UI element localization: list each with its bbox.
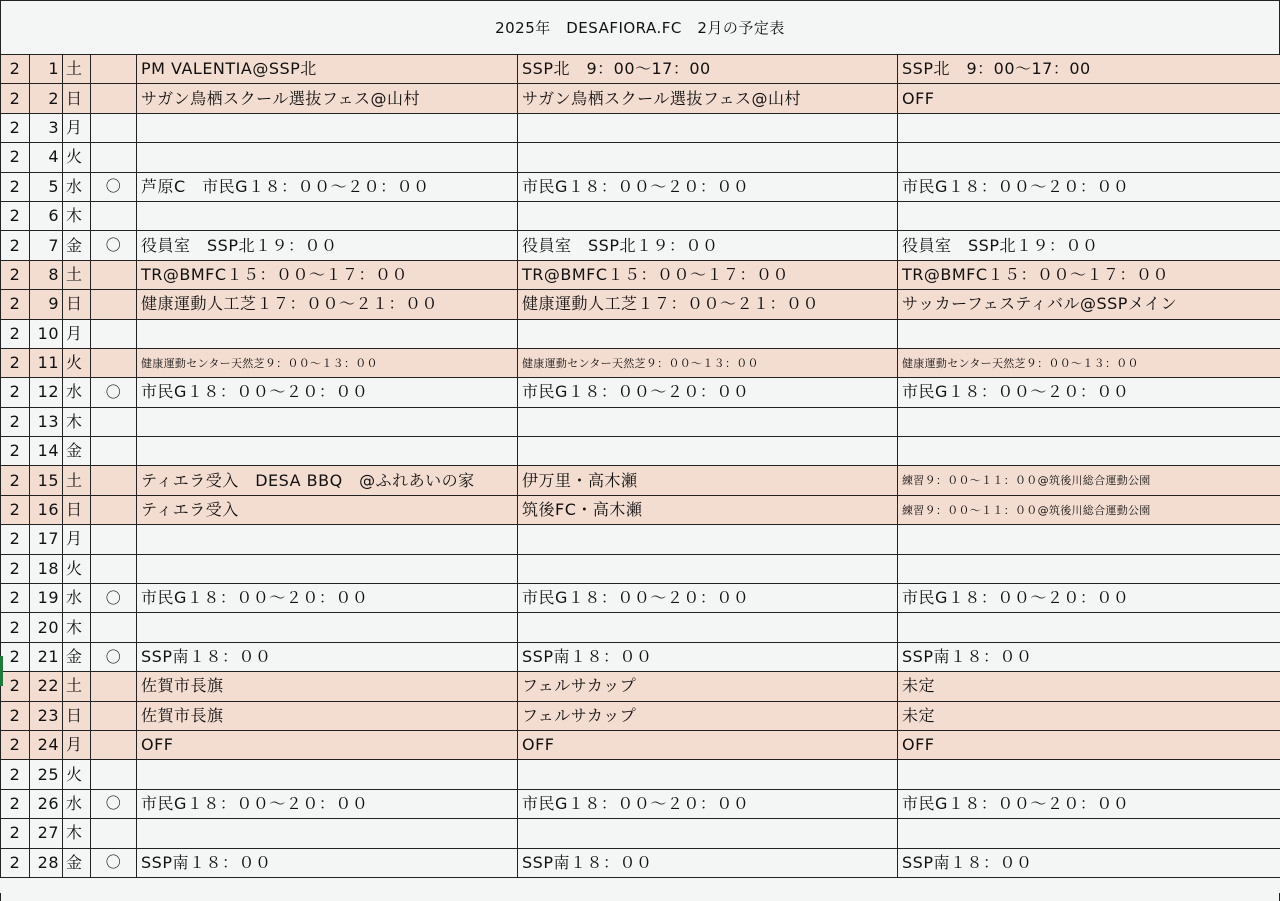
schedule-cell-b[interactable]: 市民G１８：００～２０：００: [518, 584, 898, 613]
schedule-cell-b[interactable]: OFF: [518, 730, 898, 759]
day-cell[interactable]: 22: [30, 672, 63, 701]
schedule-cell-a[interactable]: [137, 319, 518, 348]
table-row: [1, 319, 1280, 348]
weekday-cell[interactable]: 火: [63, 143, 91, 172]
schedule-cell-a[interactable]: PM VALENTIA@SSP北: [137, 55, 518, 84]
month-cell[interactable]: 2: [1, 642, 30, 671]
day-cell[interactable]: 12: [30, 378, 63, 407]
schedule-cell-b[interactable]: フェルサカップ: [518, 672, 898, 701]
schedule-cell-a[interactable]: [137, 143, 518, 172]
schedule-cell-a[interactable]: 市民G１８：００～２０：００: [137, 378, 518, 407]
mark-cell[interactable]: [91, 319, 137, 348]
schedule-cell-b[interactable]: [518, 113, 898, 142]
day-cell[interactable]: 15: [30, 466, 63, 495]
weekday-cell[interactable]: 金: [63, 231, 91, 260]
schedule-cell-b[interactable]: TR@BMFC１５：００～１７：００: [518, 260, 898, 289]
day-cell[interactable]: 1: [30, 55, 63, 84]
table-row: [1, 730, 1280, 759]
day-cell[interactable]: 17: [30, 525, 63, 554]
schedule-cell-b[interactable]: [518, 201, 898, 230]
weekday-cell[interactable]: 木: [63, 407, 91, 436]
schedule-cell-c[interactable]: [898, 319, 1280, 348]
weekday-cell[interactable]: 土: [63, 55, 91, 84]
schedule-cell-b[interactable]: SSP南１８：００: [518, 848, 898, 877]
table-row: [1, 554, 1280, 583]
month-cell[interactable]: 2: [1, 495, 30, 524]
mark-cell[interactable]: [91, 672, 137, 701]
schedule-cell-c[interactable]: [898, 554, 1280, 583]
table-row: [1, 260, 1280, 289]
month-cell[interactable]: 2: [1, 201, 30, 230]
day-cell[interactable]: 7: [30, 231, 63, 260]
table-row: [1, 231, 1280, 260]
schedule-cell-a[interactable]: 役員室 SSP北１９：００: [137, 231, 518, 260]
schedule-cell-b[interactable]: 筑後FC・高木瀬: [518, 495, 898, 524]
table-row: [1, 789, 1280, 818]
mark-cell[interactable]: [91, 613, 137, 642]
mark-cell[interactable]: [91, 466, 137, 495]
day-cell[interactable]: 26: [30, 789, 63, 818]
table-row: [1, 407, 1280, 436]
weekday-cell[interactable]: 水: [63, 584, 91, 613]
month-cell[interactable]: 2: [1, 55, 30, 84]
mark-cell[interactable]: 〇: [91, 172, 137, 201]
schedule-cell-c[interactable]: 市民G１８：００～２０：００: [898, 584, 1280, 613]
month-cell[interactable]: 2: [1, 290, 30, 319]
mark-cell[interactable]: 〇: [91, 378, 137, 407]
schedule-cell-c[interactable]: 役員室 SSP北１９：００: [898, 231, 1280, 260]
weekday-cell[interactable]: 月: [63, 525, 91, 554]
weekday-cell[interactable]: 金: [63, 437, 91, 466]
schedule-cell-c[interactable]: 未定: [898, 672, 1280, 701]
day-cell[interactable]: 4: [30, 143, 63, 172]
day-cell[interactable]: 28: [30, 848, 63, 877]
schedule-cell-a[interactable]: OFF: [137, 730, 518, 759]
schedule-cell-a[interactable]: [137, 407, 518, 436]
mark-cell[interactable]: [91, 290, 137, 319]
table-row: [1, 495, 1280, 524]
mark-cell[interactable]: [91, 348, 137, 377]
mark-cell[interactable]: [91, 55, 137, 84]
day-cell[interactable]: 27: [30, 819, 63, 848]
mark-cell[interactable]: [91, 760, 137, 789]
schedule-cell-a[interactable]: 佐賀市長旗: [137, 672, 518, 701]
day-cell[interactable]: 10: [30, 319, 63, 348]
table-row: [1, 113, 1280, 142]
schedule-cell-b[interactable]: 役員室 SSP北１９：００: [518, 231, 898, 260]
day-cell[interactable]: 18: [30, 554, 63, 583]
schedule-cell-b[interactable]: [518, 143, 898, 172]
weekday-cell[interactable]: 水: [63, 378, 91, 407]
mark-cell[interactable]: [91, 437, 137, 466]
mark-cell[interactable]: [91, 525, 137, 554]
schedule-cell-c[interactable]: [898, 525, 1280, 554]
mark-cell[interactable]: [91, 730, 137, 759]
month-cell[interactable]: 2: [1, 84, 30, 113]
month-cell[interactable]: 2: [1, 701, 30, 730]
schedule-cell-b[interactable]: [518, 819, 898, 848]
schedule-cell-b[interactable]: 健康運動人工芝１７：００～２１：００: [518, 290, 898, 319]
mark-cell[interactable]: [91, 143, 137, 172]
schedule-cell-a[interactable]: TR@BMFC１５：００～１７：００: [137, 260, 518, 289]
schedule-cell-a[interactable]: [137, 554, 518, 583]
weekday-cell[interactable]: 木: [63, 201, 91, 230]
month-cell[interactable]: 2: [1, 672, 30, 701]
schedule-cell-c[interactable]: OFF: [898, 84, 1280, 113]
month-cell[interactable]: 2: [1, 407, 30, 436]
schedule-cell-a[interactable]: 市民G１８：００～２０：００: [137, 789, 518, 818]
schedule-cell-c[interactable]: サッカーフェスティバル@SSPメイン: [898, 290, 1280, 319]
table-row: [1, 84, 1280, 113]
schedule-cell-a[interactable]: 市民G１８：００～２０：００: [137, 584, 518, 613]
month-cell[interactable]: 2: [1, 143, 30, 172]
month-cell[interactable]: 2: [1, 848, 30, 877]
schedule-cell-c[interactable]: SSP南１８：００: [898, 642, 1280, 671]
day-cell[interactable]: 3: [30, 113, 63, 142]
table-row: [1, 613, 1280, 642]
schedule-cell-a[interactable]: 佐賀市長旗: [137, 701, 518, 730]
mark-cell[interactable]: [91, 260, 137, 289]
weekday-cell[interactable]: 土: [63, 260, 91, 289]
month-cell[interactable]: 2: [1, 113, 30, 142]
weekday-cell[interactable]: 木: [63, 819, 91, 848]
table-row: [1, 348, 1280, 377]
title-text: 2025年 DESAFIORA.FC 2月の予定表: [495, 19, 785, 37]
table-row: [1, 525, 1280, 554]
schedule-cell-c[interactable]: [898, 113, 1280, 142]
day-cell[interactable]: 16: [30, 495, 63, 524]
month-cell[interactable]: 2: [1, 760, 30, 789]
day-cell[interactable]: 25: [30, 760, 63, 789]
schedule-cell-a[interactable]: SSP南１８：００: [137, 848, 518, 877]
schedule-cell-c[interactable]: [898, 437, 1280, 466]
day-cell[interactable]: 6: [30, 201, 63, 230]
table-row: [1, 378, 1280, 407]
day-cell[interactable]: 23: [30, 701, 63, 730]
weekday-cell[interactable]: 水: [63, 172, 91, 201]
day-cell[interactable]: 13: [30, 407, 63, 436]
mark-cell[interactable]: 〇: [91, 231, 137, 260]
weekday-cell[interactable]: 日: [63, 84, 91, 113]
weekday-cell[interactable]: 土: [63, 672, 91, 701]
mark-cell[interactable]: [91, 407, 137, 436]
schedule-cell-b[interactable]: [518, 437, 898, 466]
schedule-cell-a[interactable]: 芦原C 市民G１８：００～２０：００: [137, 172, 518, 201]
weekday-cell[interactable]: 土: [63, 466, 91, 495]
schedule-cell-c[interactable]: [898, 760, 1280, 789]
table-row: [1, 848, 1280, 877]
mark-cell[interactable]: 〇: [91, 642, 137, 671]
schedule-cell-c[interactable]: 練習９：００～１１：００@筑後川総合運動公園: [898, 466, 1280, 495]
mark-cell[interactable]: [91, 84, 137, 113]
month-cell[interactable]: 2: [1, 437, 30, 466]
schedule-cell-a[interactable]: ティエラ受入 DESA BBQ @ふれあいの家: [137, 466, 518, 495]
schedule-cell-b[interactable]: [518, 525, 898, 554]
month-cell[interactable]: 2: [1, 819, 30, 848]
schedule-cell-b[interactable]: [518, 554, 898, 583]
schedule-cell-a[interactable]: 健康運動人工芝１７：００～２１：００: [137, 290, 518, 319]
month-cell[interactable]: 2: [1, 260, 30, 289]
schedule-cell-b[interactable]: 市民G１８：００～２０：００: [518, 378, 898, 407]
schedule-cell-b[interactable]: 健康運動センター天然芝９：００～１３：００: [518, 348, 898, 377]
month-cell[interactable]: 2: [1, 466, 30, 495]
day-cell[interactable]: 8: [30, 260, 63, 289]
table-row: [1, 55, 1280, 84]
schedule-cell-c[interactable]: 市民G１８：００～２０：００: [898, 789, 1280, 818]
schedule-cell-c[interactable]: 健康運動センター天然芝９：００～１３：００: [898, 348, 1280, 377]
table-row: [1, 584, 1280, 613]
mark-cell[interactable]: [91, 113, 137, 142]
schedule-cell-b[interactable]: [518, 319, 898, 348]
mark-cell[interactable]: 〇: [91, 848, 137, 877]
table-row: [1, 819, 1280, 848]
day-cell[interactable]: 9: [30, 290, 63, 319]
schedule-cell-b[interactable]: [518, 613, 898, 642]
page-title: [0, 0, 1280, 54]
day-cell[interactable]: 19: [30, 584, 63, 613]
weekday-cell[interactable]: 火: [63, 348, 91, 377]
schedule-cell-a[interactable]: [137, 760, 518, 789]
table-row: [1, 143, 1280, 172]
table-row: [1, 466, 1280, 495]
month-cell[interactable]: 2: [1, 319, 30, 348]
day-cell[interactable]: 20: [30, 613, 63, 642]
weekday-cell[interactable]: 日: [63, 495, 91, 524]
table-row: [1, 290, 1280, 319]
schedule-cell-c[interactable]: SSP北 9：00～17：00: [898, 55, 1280, 84]
schedule-cell-c[interactable]: [898, 143, 1280, 172]
schedule-cell-c[interactable]: TR@BMFC１５：００～１７：００: [898, 260, 1280, 289]
mark-cell[interactable]: [91, 819, 137, 848]
weekday-cell[interactable]: 金: [63, 642, 91, 671]
schedule-cell-b[interactable]: フェルサカップ: [518, 701, 898, 730]
table-row: [1, 437, 1280, 466]
selection-indicator: [0, 656, 3, 686]
sheet-bottom: [0, 893, 1280, 901]
day-cell[interactable]: 2: [30, 84, 63, 113]
schedule-cell-a[interactable]: [137, 819, 518, 848]
schedule-cell-a[interactable]: [137, 113, 518, 142]
schedule-body: [1, 55, 1280, 878]
schedule-cell-a[interactable]: [137, 437, 518, 466]
schedule-cell-b[interactable]: 市民G１８：００～２０：００: [518, 789, 898, 818]
table-row: [1, 172, 1280, 201]
day-cell[interactable]: 11: [30, 348, 63, 377]
weekday-cell[interactable]: 月: [63, 319, 91, 348]
schedule-cell-c[interactable]: 市民G１８：００～２０：００: [898, 378, 1280, 407]
weekday-cell[interactable]: 日: [63, 290, 91, 319]
schedule-cell-c[interactable]: [898, 613, 1280, 642]
weekday-cell[interactable]: 金: [63, 848, 91, 877]
schedule-cell-c[interactable]: [898, 407, 1280, 436]
month-cell[interactable]: 2: [1, 172, 30, 201]
table-row: [1, 701, 1280, 730]
schedule-cell-a[interactable]: サガン鳥栖スクール選抜フェス@山村: [137, 84, 518, 113]
month-cell[interactable]: 2: [1, 789, 30, 818]
weekday-cell[interactable]: 木: [63, 613, 91, 642]
schedule-cell-c[interactable]: 市民G１８：００～２０：００: [898, 172, 1280, 201]
table-row: [1, 201, 1280, 230]
month-cell[interactable]: 2: [1, 348, 30, 377]
table-row: [1, 642, 1280, 671]
month-cell[interactable]: 2: [1, 613, 30, 642]
schedule-cell-a[interactable]: 健康運動センター天然芝９：００～１３：００: [137, 348, 518, 377]
schedule-cell-c[interactable]: OFF: [898, 730, 1280, 759]
month-cell[interactable]: 2: [1, 231, 30, 260]
weekday-cell[interactable]: 火: [63, 554, 91, 583]
table-row: [1, 672, 1280, 701]
schedule-cell-b[interactable]: SSP北 9：00～17：00: [518, 55, 898, 84]
schedule-cell-a[interactable]: [137, 201, 518, 230]
schedule-cell-c[interactable]: [898, 819, 1280, 848]
day-cell[interactable]: 5: [30, 172, 63, 201]
schedule-cell-a[interactable]: [137, 613, 518, 642]
month-cell[interactable]: 2: [1, 525, 30, 554]
schedule-cell-b[interactable]: [518, 760, 898, 789]
day-cell[interactable]: 14: [30, 437, 63, 466]
mark-cell[interactable]: [91, 201, 137, 230]
schedule-cell-a[interactable]: SSP南１８：００: [137, 642, 518, 671]
month-cell[interactable]: 2: [1, 584, 30, 613]
weekday-cell[interactable]: 水: [63, 789, 91, 818]
schedule-cell-b[interactable]: [518, 407, 898, 436]
mark-cell[interactable]: [91, 554, 137, 583]
schedule-cell-c[interactable]: 練習９：００～１１：００@筑後川総合運動公園: [898, 495, 1280, 524]
schedule-table: [0, 54, 1280, 878]
mark-cell[interactable]: 〇: [91, 584, 137, 613]
month-cell[interactable]: 2: [1, 554, 30, 583]
schedule-cell-c[interactable]: 未定: [898, 701, 1280, 730]
day-cell[interactable]: 24: [30, 730, 63, 759]
table-row: [1, 760, 1280, 789]
schedule-cell-c[interactable]: [898, 201, 1280, 230]
schedule-cell-a[interactable]: [137, 525, 518, 554]
weekday-cell[interactable]: 月: [63, 113, 91, 142]
day-cell[interactable]: 21: [30, 642, 63, 671]
schedule-cell-a[interactable]: ティエラ受入: [137, 495, 518, 524]
schedule-cell-b[interactable]: 市民G１８：００～２０：００: [518, 172, 898, 201]
weekday-cell[interactable]: 月: [63, 730, 91, 759]
weekday-cell[interactable]: 日: [63, 701, 91, 730]
weekday-cell[interactable]: 火: [63, 760, 91, 789]
month-cell[interactable]: 2: [1, 730, 30, 759]
schedule-cell-b[interactable]: サガン鳥栖スクール選抜フェス@山村: [518, 84, 898, 113]
month-cell[interactable]: 2: [1, 378, 30, 407]
mark-cell[interactable]: 〇: [91, 789, 137, 818]
schedule-cell-b[interactable]: SSP南１８：００: [518, 642, 898, 671]
mark-cell[interactable]: [91, 701, 137, 730]
mark-cell[interactable]: [91, 495, 137, 524]
schedule-cell-c[interactable]: SSP南１８：００: [898, 848, 1280, 877]
schedule-cell-b[interactable]: 伊万里・高木瀬: [518, 466, 898, 495]
